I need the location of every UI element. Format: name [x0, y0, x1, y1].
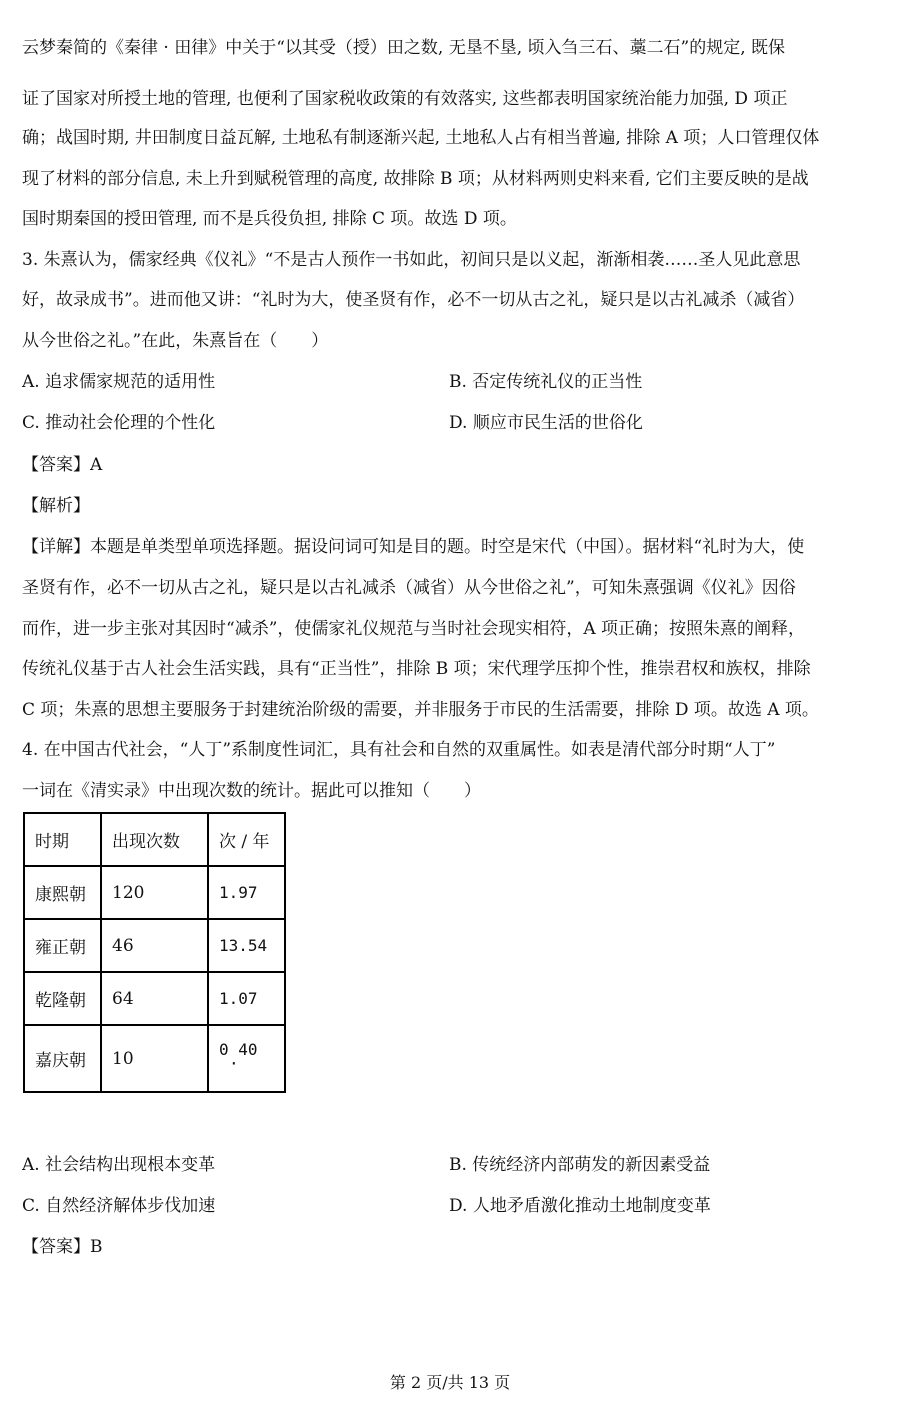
q3-analysis-label: 【解析】 — [22, 496, 90, 516]
text-line: 国时期秦国的授田管理, 而不是兵役负担, 排除 C 项。故选 D 项。 — [22, 209, 517, 229]
question-4-text: 一词在《清实录》中出现次数的统计。据此可以推知（ ） — [22, 781, 481, 801]
table-cell: 康熙朝 — [24, 866, 101, 919]
q3-option-d: D. 顺应市民生活的世俗化 — [449, 413, 643, 433]
q3-option-b: B. 否定传统礼仪的正当性 — [449, 372, 643, 392]
q3-option-a: A. 追求儒家规范的适用性 — [22, 372, 216, 392]
q4-answer: 【答案】B — [22, 1237, 103, 1257]
page-number: 第 2 页/共 13 页 — [389, 1373, 511, 1392]
odd-value — [219, 1040, 258, 1073]
table-cell: 乾隆朝 — [24, 972, 101, 1025]
table-cell: 120 — [101, 866, 208, 919]
q3-detail: 传统礼仪基于古人社会生活实践，具有“正当性”，排除 B 项；宋代理学压抑个性，推崇君权和族权，排除 — [22, 659, 811, 679]
table-row — [24, 1025, 285, 1092]
q3-option-c: C. 推动社会伦理的个性化 — [22, 413, 216, 433]
statistics-table — [23, 812, 286, 1093]
text-line: 确；战国时期, 井田制度日益瓦解, 土地私有制逐渐兴起, 土地私人占有相当普遍, 排除 A 项；人口管理仅体 — [22, 128, 820, 148]
table-header-cell: 时期 — [24, 813, 101, 866]
table-cell — [208, 1025, 285, 1092]
question-3-text: 3. 朱熹认为，儒家经典《仪礼》“不是古人预作一书如此，初间只是以义起，渐渐相袭……圣人见此意思 — [22, 250, 801, 270]
table-header-row — [24, 813, 285, 866]
table-cell: 64 — [101, 972, 208, 1025]
q4-option-a: A. 社会结构出现根本变革 — [22, 1155, 216, 1175]
q3-detail: C 项；朱熹的思想主要服务于封建统治阶级的需要，并非服务于市民的生活需要，排除 D 项。故选 A 项。 — [22, 700, 819, 720]
table-cell: 1.07 — [208, 972, 285, 1025]
q4-option-b: B. 传统经济内部萌发的新因素受益 — [449, 1155, 711, 1175]
question-3-text: 从今世俗之礼。”在此，朱熹旨在（ ） — [22, 331, 329, 351]
table-cell: 雍正朝 — [24, 919, 101, 972]
question-4-text: 4. 在中国古代社会，“人丁”系制度性词汇，具有社会和自然的双重属性。如表是清代部分时期“人丁” — [22, 740, 776, 760]
q3-detail: 圣贤有作，必不一切从古之礼，疑只是以古礼减杀（减省）从今世俗之礼”，可知朱熹强调《仪礼》因俗 — [22, 578, 796, 598]
table-cell-value: 0 40 — [219, 1040, 258, 1059]
q3-detail: 【详解】本题是单类型单项选择题。据设问词可知是目的题。时空是宋代（中国）。据材料“礼时为大，使 — [22, 537, 805, 557]
table-cell: 46 — [101, 919, 208, 972]
q4-option-d: D. 人地矛盾激化推动土地制度变革 — [449, 1196, 711, 1216]
table-cell: 1.97 — [208, 866, 285, 919]
table-cell: 嘉庆朝 — [24, 1025, 101, 1092]
text-line: 证了国家对所授土地的管理, 也便利了国家税收政策的有效落实, 这些都表明国家统治能力加强, D 项正 — [22, 89, 788, 109]
table-cell: 13.54 — [208, 919, 285, 972]
table-row — [24, 972, 285, 1025]
table-row — [24, 866, 285, 919]
table-header-cell: 次 / 年 — [208, 813, 285, 866]
q3-detail: 而作，进一步主张对其因时“减杀”，使儒家礼仪规范与当时社会现实相符，A 项正确；按照朱熹的阐释， — [22, 619, 806, 639]
text-line: 现了材料的部分信息, 未上升到赋税管理的高度, 故排除 B 项；从材料两则史料来看, 它们主要反映的是战 — [22, 169, 809, 189]
table-header-cell: 出现次数 — [101, 813, 208, 866]
q4-option-c: C. 自然经济解体步伐加速 — [22, 1196, 216, 1216]
table-cell: 10 — [101, 1025, 208, 1092]
question-3-text: 好，故录成书”。进而他又讲：“礼时为大，使圣贤有作，必不一切从古之礼，疑只是以古礼减杀（减省） — [22, 290, 805, 310]
q3-answer: 【答案】A — [22, 455, 103, 475]
table-row — [24, 919, 285, 972]
text-line: 云梦秦简的《秦律 · 田律》中关于“以其受（授）田之数, 无垦不垦, 顷入刍三石、藁二石”的规定, 既保 — [22, 38, 786, 58]
table-cell-dot: · — [229, 1054, 239, 1073]
